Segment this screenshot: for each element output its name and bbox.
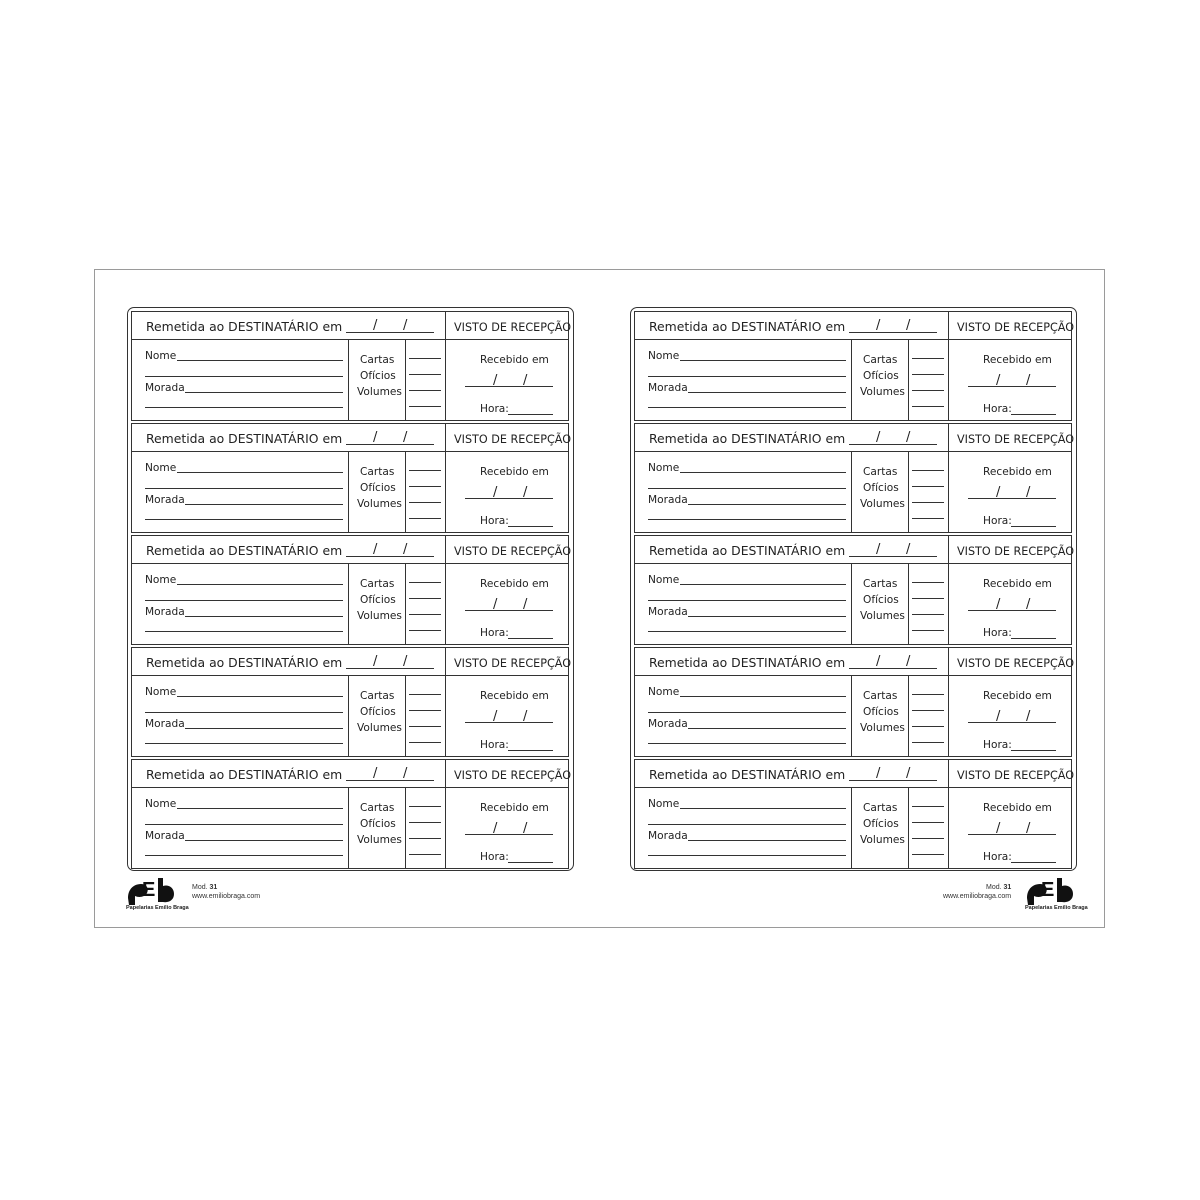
date-separator: / <box>523 709 528 724</box>
date-separator: / <box>493 485 498 500</box>
date-separator: / <box>876 318 881 333</box>
slip-title: Remetida ao DESTINATÁRIO em <box>649 431 846 446</box>
morada-label: Morada <box>648 606 688 618</box>
morada-field-line2[interactable] <box>648 743 846 744</box>
date-separator: / <box>403 542 408 557</box>
morada-field[interactable] <box>688 392 846 393</box>
cartas-count-field[interactable] <box>912 358 944 359</box>
slip-title: Remetida ao DESTINATÁRIO em <box>649 543 846 558</box>
hora-field[interactable] <box>1011 750 1056 751</box>
oficios-count-field[interactable] <box>912 486 944 487</box>
morada-field-line2[interactable] <box>145 631 343 632</box>
hora-field[interactable] <box>1011 414 1056 415</box>
logo-caption: Papelarias Emílio Braga <box>126 905 189 911</box>
date-separator: / <box>403 766 408 781</box>
recebido-date-field[interactable] <box>968 722 1056 723</box>
date-separator: / <box>523 597 528 612</box>
nome-field[interactable] <box>680 808 846 809</box>
cartas-label: Cartas <box>863 690 898 702</box>
cartas-count-field[interactable] <box>409 694 441 695</box>
routing-slip <box>634 759 1075 869</box>
slip-header <box>132 760 572 788</box>
nome-field-line2[interactable] <box>145 600 343 601</box>
hora-label: Hora: <box>480 851 509 863</box>
slip-body <box>132 788 568 868</box>
hora-label: Hora: <box>480 739 509 751</box>
nome-label: Nome <box>648 574 680 586</box>
date-field[interactable] <box>346 668 434 669</box>
morada-field-line2[interactable] <box>145 407 343 408</box>
date-separator: / <box>906 318 911 333</box>
date-separator: / <box>403 430 408 445</box>
volumes-count-field[interactable] <box>409 502 441 503</box>
extra-count-field[interactable] <box>409 406 441 407</box>
date-separator: / <box>493 709 498 724</box>
volumes-label: Volumes <box>860 386 905 398</box>
date-field[interactable] <box>849 444 937 445</box>
recebido-label: Recebido em <box>983 466 1052 478</box>
recebido-label: Recebido em <box>983 690 1052 702</box>
hora-label: Hora: <box>983 515 1012 527</box>
nome-label: Nome <box>145 798 177 810</box>
morada-label: Morada <box>145 382 185 394</box>
extra-count-field[interactable] <box>912 518 944 519</box>
volumes-label: Volumes <box>860 498 905 510</box>
volumes-count-field[interactable] <box>912 390 944 391</box>
hora-label: Hora: <box>983 403 1012 415</box>
morada-label: Morada <box>145 830 185 842</box>
oficios-label: Ofícios <box>863 594 899 606</box>
volumes-label: Volumes <box>860 722 905 734</box>
oficios-count-field[interactable] <box>409 374 441 375</box>
volumes-count-field[interactable] <box>409 390 441 391</box>
date-separator: / <box>1026 709 1031 724</box>
date-field[interactable] <box>849 780 937 781</box>
visto-label: VISTO DE RECEPÇÃO <box>957 657 1075 670</box>
hora-label: Hora: <box>983 851 1012 863</box>
volumes-label: Volumes <box>357 498 402 510</box>
date-separator: / <box>1026 821 1031 836</box>
volumes-label: Volumes <box>357 386 402 398</box>
recebido-label: Recebido em <box>983 578 1052 590</box>
oficios-label: Ofícios <box>360 370 396 382</box>
recebido-date-field[interactable] <box>465 722 553 723</box>
volumes-label: Volumes <box>357 834 402 846</box>
slip-body <box>132 340 568 420</box>
slip-header <box>132 648 572 676</box>
recebido-date-field[interactable] <box>968 834 1056 835</box>
oficios-count-field[interactable] <box>912 374 944 375</box>
morada-field[interactable] <box>185 728 343 729</box>
nome-field[interactable] <box>680 584 846 585</box>
cartas-label: Cartas <box>863 802 898 814</box>
visto-label: VISTO DE RECEPÇÃO <box>454 321 572 334</box>
date-separator: / <box>996 485 1001 500</box>
nome-field[interactable] <box>177 696 343 697</box>
nome-field-line2[interactable] <box>648 824 846 825</box>
nome-field[interactable] <box>680 472 846 473</box>
date-separator: / <box>906 430 911 445</box>
nome-field[interactable] <box>680 696 846 697</box>
nome-field-line2[interactable] <box>145 824 343 825</box>
volumes-label: Volumes <box>357 722 402 734</box>
nome-field[interactable] <box>177 360 343 361</box>
nome-field-line2[interactable] <box>145 712 343 713</box>
date-separator: / <box>523 485 528 500</box>
morada-label: Morada <box>648 494 688 506</box>
slip-title: Remetida ao DESTINATÁRIO em <box>649 319 846 334</box>
recebido-label: Recebido em <box>480 578 549 590</box>
recebido-label: Recebido em <box>480 466 549 478</box>
slip-body <box>635 676 1071 756</box>
cartas-count-field[interactable] <box>912 470 944 471</box>
hora-label: Hora: <box>480 515 509 527</box>
extra-count-field[interactable] <box>912 742 944 743</box>
date-separator: / <box>876 654 881 669</box>
date-separator: / <box>876 430 881 445</box>
recebido-date-field[interactable] <box>968 610 1056 611</box>
date-separator: / <box>373 542 378 557</box>
date-separator: / <box>493 597 498 612</box>
morada-field[interactable] <box>185 504 343 505</box>
slip-body <box>635 564 1071 644</box>
hora-field[interactable] <box>508 526 553 527</box>
cartas-label: Cartas <box>360 578 395 590</box>
recebido-date-field[interactable] <box>465 610 553 611</box>
nome-label: Nome <box>648 686 680 698</box>
morada-field-line2[interactable] <box>648 519 846 520</box>
slip-title: Remetida ao DESTINATÁRIO em <box>649 655 846 670</box>
date-separator: / <box>403 654 408 669</box>
slip-body <box>635 452 1071 532</box>
cartas-label: Cartas <box>360 690 395 702</box>
visto-label: VISTO DE RECEPÇÃO <box>957 769 1075 782</box>
cartas-count-field[interactable] <box>912 694 944 695</box>
recebido-date-field[interactable] <box>465 498 553 499</box>
nome-label: Nome <box>145 462 177 474</box>
hora-field[interactable] <box>508 638 553 639</box>
date-separator: / <box>1026 373 1031 388</box>
oficios-label: Ofícios <box>360 706 396 718</box>
date-separator: / <box>996 373 1001 388</box>
nome-field[interactable] <box>177 472 343 473</box>
volumes-label: Volumes <box>357 610 402 622</box>
recebido-label: Recebido em <box>480 354 549 366</box>
recebido-date-field[interactable] <box>968 386 1056 387</box>
extra-count-field[interactable] <box>912 630 944 631</box>
extra-count-field[interactable] <box>912 406 944 407</box>
logo-caption-right: Papelarias Emílio Braga <box>1025 905 1088 911</box>
oficios-count-field[interactable] <box>409 710 441 711</box>
slip-body <box>132 452 568 532</box>
slip-header <box>635 536 1075 564</box>
cartas-count-field[interactable] <box>409 582 441 583</box>
volumes-label: Volumes <box>860 834 905 846</box>
cartas-count-field[interactable] <box>409 470 441 471</box>
model-number: Mod. 31 <box>192 884 218 891</box>
slip-header <box>132 536 572 564</box>
cartas-count-field[interactable] <box>912 582 944 583</box>
routing-slip <box>131 423 572 533</box>
visto-label: VISTO DE RECEPÇÃO <box>957 433 1075 446</box>
recebido-label: Recebido em <box>983 802 1052 814</box>
hora-field[interactable] <box>1011 526 1056 527</box>
extra-count-field[interactable] <box>409 854 441 855</box>
morada-label: Morada <box>648 718 688 730</box>
morada-field[interactable] <box>185 392 343 393</box>
slip-title: Remetida ao DESTINATÁRIO em <box>146 655 343 670</box>
nome-label: Nome <box>145 574 177 586</box>
morada-field-line2[interactable] <box>648 631 846 632</box>
date-separator: / <box>523 821 528 836</box>
slip-body <box>635 788 1071 868</box>
hora-label: Hora: <box>480 627 509 639</box>
volumes-count-field[interactable] <box>409 838 441 839</box>
cartas-count-field[interactable] <box>912 806 944 807</box>
website-link-right: www.emiliobraga.com <box>943 893 1012 900</box>
recebido-date-field[interactable] <box>465 834 553 835</box>
volumes-count-field[interactable] <box>912 726 944 727</box>
oficios-count-field[interactable] <box>409 598 441 599</box>
morada-label: Morada <box>648 830 688 842</box>
date-field[interactable] <box>346 444 434 445</box>
visto-label: VISTO DE RECEPÇÃO <box>454 433 572 446</box>
nome-label: Nome <box>145 686 177 698</box>
nome-label: Nome <box>648 350 680 362</box>
date-separator: / <box>373 430 378 445</box>
cartas-label: Cartas <box>360 466 395 478</box>
morada-field[interactable] <box>688 728 846 729</box>
date-separator: / <box>403 318 408 333</box>
visto-label: VISTO DE RECEPÇÃO <box>957 321 1075 334</box>
hora-label: Hora: <box>983 739 1012 751</box>
date-separator: / <box>493 373 498 388</box>
oficios-count-field[interactable] <box>912 710 944 711</box>
morada-field[interactable] <box>688 616 846 617</box>
morada-field-line2[interactable] <box>145 519 343 520</box>
morada-field[interactable] <box>688 504 846 505</box>
visto-label: VISTO DE RECEPÇÃO <box>957 545 1075 558</box>
morada-field-line2[interactable] <box>145 743 343 744</box>
recebido-date-field[interactable] <box>465 386 553 387</box>
date-separator: / <box>876 766 881 781</box>
oficios-count-field[interactable] <box>912 822 944 823</box>
slip-title: Remetida ao DESTINATÁRIO em <box>649 767 846 782</box>
slip-body <box>132 564 568 644</box>
cartas-count-field[interactable] <box>409 358 441 359</box>
routing-slip <box>131 535 572 645</box>
nome-field-line2[interactable] <box>648 376 846 377</box>
routing-slip <box>131 647 572 757</box>
visto-label: VISTO DE RECEPÇÃO <box>454 545 572 558</box>
slip-header <box>132 312 572 340</box>
volumes-count-field[interactable] <box>409 726 441 727</box>
date-separator: / <box>373 766 378 781</box>
cartas-count-field[interactable] <box>409 806 441 807</box>
date-field[interactable] <box>346 780 434 781</box>
oficios-label: Ofícios <box>863 482 899 494</box>
website-link: www.emiliobraga.com <box>192 893 261 900</box>
recebido-label: Recebido em <box>480 690 549 702</box>
slip-header <box>132 424 572 452</box>
routing-slip <box>634 535 1075 645</box>
routing-slip <box>634 647 1075 757</box>
slip-title: Remetida ao DESTINATÁRIO em <box>146 319 343 334</box>
oficios-label: Ofícios <box>360 818 396 830</box>
svg-text:E: E <box>142 879 156 901</box>
extra-count-field[interactable] <box>409 518 441 519</box>
oficios-label: Ofícios <box>360 594 396 606</box>
morada-field[interactable] <box>688 840 846 841</box>
slip-header <box>635 312 1075 340</box>
hora-label: Hora: <box>983 627 1012 639</box>
hora-field[interactable] <box>508 414 553 415</box>
nome-field-line2[interactable] <box>648 600 846 601</box>
date-separator: / <box>996 597 1001 612</box>
hora-field[interactable] <box>508 862 553 863</box>
oficios-label: Ofícios <box>863 370 899 382</box>
date-separator: / <box>876 542 881 557</box>
morada-field-line2[interactable] <box>145 855 343 856</box>
volumes-count-field[interactable] <box>409 614 441 615</box>
slip-body <box>132 676 568 756</box>
date-field[interactable] <box>346 332 434 333</box>
slip-title: Remetida ao DESTINATÁRIO em <box>146 767 343 782</box>
cartas-label: Cartas <box>360 354 395 366</box>
morada-field[interactable] <box>185 840 343 841</box>
nome-field-line2[interactable] <box>145 488 343 489</box>
morada-label: Morada <box>648 382 688 394</box>
nome-label: Nome <box>648 798 680 810</box>
hora-field[interactable] <box>1011 862 1056 863</box>
date-field[interactable] <box>346 556 434 557</box>
nome-field-line2[interactable] <box>145 376 343 377</box>
oficios-count-field[interactable] <box>409 822 441 823</box>
nome-field-line2[interactable] <box>648 712 846 713</box>
slip-header <box>635 424 1075 452</box>
routing-slip <box>634 423 1075 533</box>
cartas-label: Cartas <box>360 802 395 814</box>
hora-field[interactable] <box>508 750 553 751</box>
form-sheet <box>94 269 1105 928</box>
extra-count-field[interactable] <box>912 854 944 855</box>
visto-label: VISTO DE RECEPÇÃO <box>454 657 572 670</box>
oficios-label: Ofícios <box>863 818 899 830</box>
slip-body <box>635 340 1071 420</box>
slip-header <box>635 760 1075 788</box>
date-field[interactable] <box>849 668 937 669</box>
morada-field[interactable] <box>185 616 343 617</box>
oficios-label: Ofícios <box>863 706 899 718</box>
morada-label: Morada <box>145 718 185 730</box>
recebido-date-field[interactable] <box>968 498 1056 499</box>
morada-field-line2[interactable] <box>648 855 846 856</box>
slip-header <box>635 648 1075 676</box>
morada-label: Morada <box>145 494 185 506</box>
model-number-right: Mod. 31 <box>986 884 1012 891</box>
volumes-count-field[interactable] <box>912 838 944 839</box>
extra-count-field[interactable] <box>409 742 441 743</box>
hora-field[interactable] <box>1011 638 1056 639</box>
date-separator: / <box>1026 597 1031 612</box>
oficios-count-field[interactable] <box>409 486 441 487</box>
volumes-count-field[interactable] <box>912 502 944 503</box>
form-column-left <box>127 307 574 871</box>
date-separator: / <box>906 542 911 557</box>
nome-field[interactable] <box>177 584 343 585</box>
volumes-label: Volumes <box>860 610 905 622</box>
date-separator: / <box>906 766 911 781</box>
hora-label: Hora: <box>480 403 509 415</box>
slip-title: Remetida ao DESTINATÁRIO em <box>146 543 343 558</box>
date-separator: / <box>523 373 528 388</box>
visto-label: VISTO DE RECEPÇÃO <box>454 769 572 782</box>
morada-field-line2[interactable] <box>648 407 846 408</box>
slip-title: Remetida ao DESTINATÁRIO em <box>146 431 343 446</box>
nome-field[interactable] <box>680 360 846 361</box>
date-separator: / <box>373 654 378 669</box>
cartas-label: Cartas <box>863 466 898 478</box>
extra-count-field[interactable] <box>409 630 441 631</box>
date-separator: / <box>373 318 378 333</box>
date-separator: / <box>996 709 1001 724</box>
date-separator: / <box>493 821 498 836</box>
date-separator: / <box>996 821 1001 836</box>
oficios-count-field[interactable] <box>912 598 944 599</box>
date-separator: / <box>1026 485 1031 500</box>
date-field[interactable] <box>849 332 937 333</box>
form-column-right <box>630 307 1077 871</box>
date-separator: / <box>906 654 911 669</box>
date-field[interactable] <box>849 556 937 557</box>
volumes-count-field[interactable] <box>912 614 944 615</box>
recebido-label: Recebido em <box>480 802 549 814</box>
nome-label: Nome <box>145 350 177 362</box>
oficios-label: Ofícios <box>360 482 396 494</box>
routing-slip <box>131 759 572 869</box>
cartas-label: Cartas <box>863 578 898 590</box>
nome-field-line2[interactable] <box>648 488 846 489</box>
routing-slip <box>131 311 572 421</box>
svg-text:E: E <box>1041 879 1055 901</box>
routing-slip <box>634 311 1075 421</box>
cartas-label: Cartas <box>863 354 898 366</box>
nome-label: Nome <box>648 462 680 474</box>
recebido-label: Recebido em <box>983 354 1052 366</box>
nome-field[interactable] <box>177 808 343 809</box>
morada-label: Morada <box>145 606 185 618</box>
